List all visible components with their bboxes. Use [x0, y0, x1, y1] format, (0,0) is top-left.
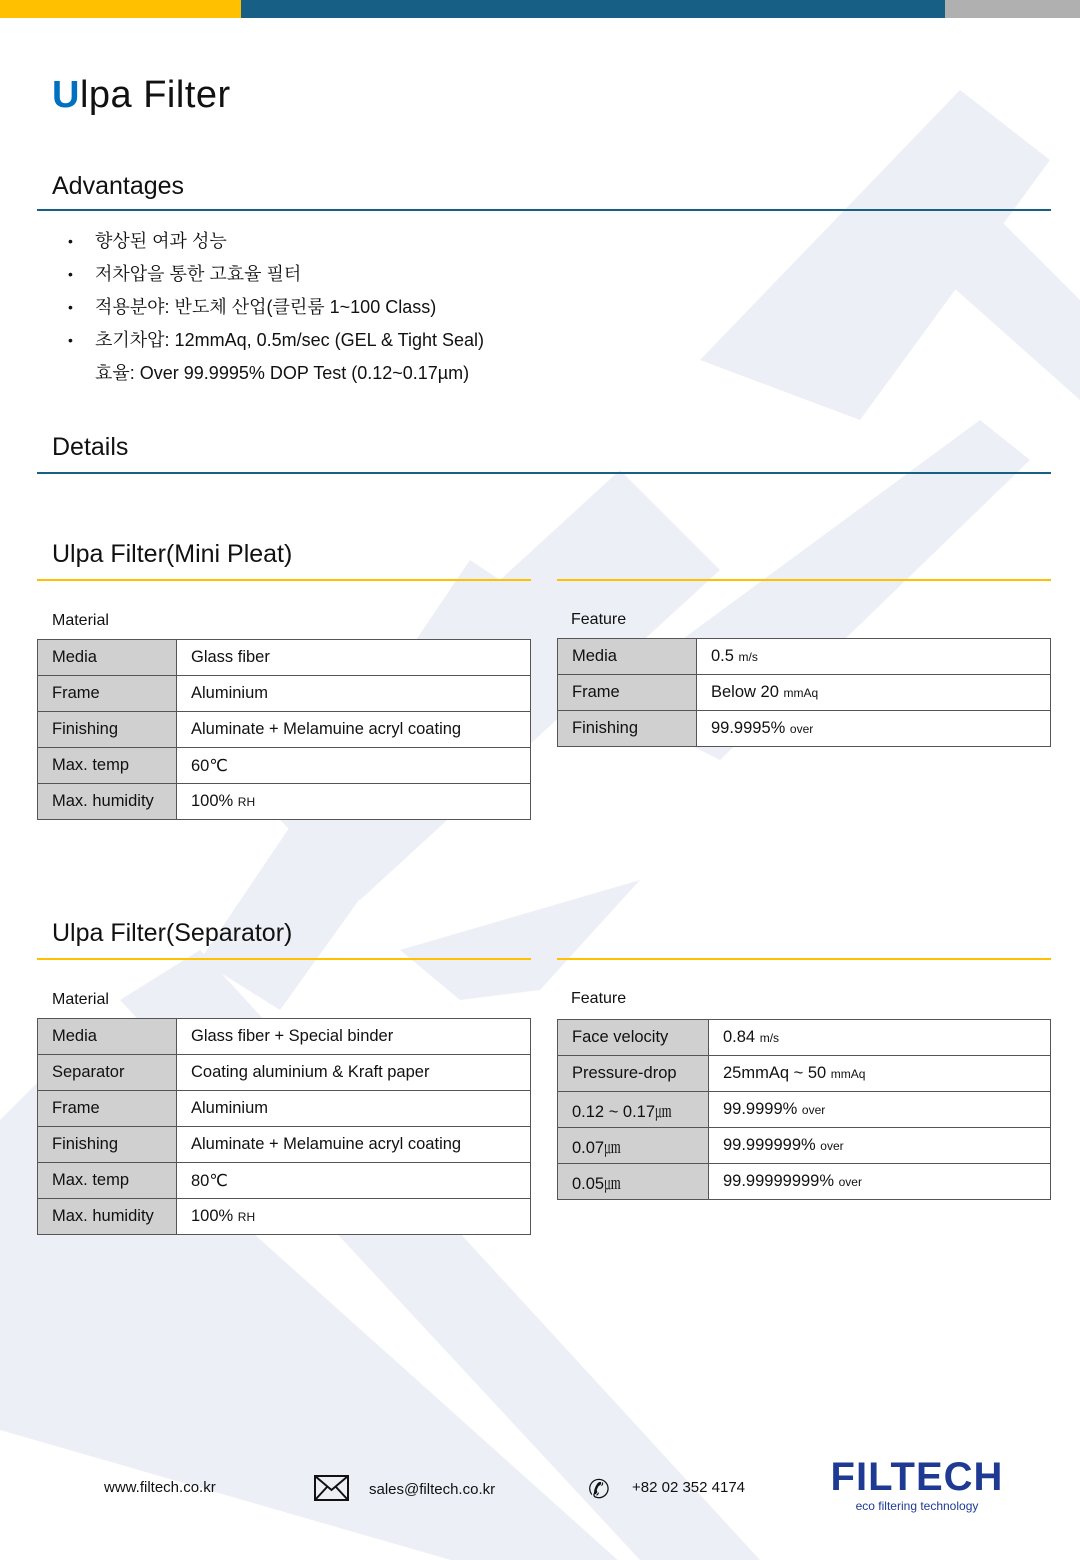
material-caption: Material [52, 991, 109, 1008]
row-label: Pressure-drop [558, 1056, 709, 1092]
table-row [558, 1128, 1051, 1164]
filtech-logo [826, 1455, 1008, 1513]
value: 25mmAq ~ 50 [723, 1064, 827, 1082]
row-label: Media [558, 639, 697, 675]
table-row [38, 1055, 531, 1091]
value: 0.5 [711, 647, 734, 665]
row-label: Finishing [38, 1127, 177, 1163]
row-value [177, 676, 531, 712]
row-label: 0.05㎛ [558, 1164, 709, 1200]
advantages-heading: Advantages [52, 172, 185, 200]
material-caption: Material [52, 612, 109, 629]
unit: over [801, 1103, 826, 1117]
value: 100% [191, 1207, 234, 1225]
table-row [558, 639, 1051, 675]
row-value [177, 712, 531, 748]
value: Glass fiber + Special binder [191, 1027, 394, 1045]
row-label: Frame [38, 1091, 177, 1127]
mini-material-table [37, 639, 531, 820]
page-title: Ulpa Filter [52, 74, 231, 116]
details-heading: Details [52, 433, 129, 461]
unit: mmAq [783, 686, 819, 700]
row-value [177, 1199, 531, 1235]
value: Aluminate + Melamuine acryl coating [191, 720, 462, 738]
row-value [709, 1164, 1051, 1200]
row-value [697, 711, 1051, 747]
unit: m/s [759, 1031, 780, 1045]
table-row [38, 748, 531, 784]
value: 100% [191, 792, 234, 810]
table-row [558, 1092, 1051, 1128]
row-label: Max. humidity [38, 784, 177, 820]
table-row [38, 640, 531, 676]
value: 80℃ [191, 1171, 228, 1190]
table-row [558, 1056, 1051, 1092]
list-item: • 저차압을 통한 고효율 필터 [68, 258, 484, 291]
table-row [558, 675, 1051, 711]
row-label: Finishing [38, 712, 177, 748]
divider [37, 472, 1051, 474]
row-label: Separator [38, 1055, 177, 1091]
table-row [558, 1020, 1051, 1056]
row-label: Finishing [558, 711, 697, 747]
row-value [177, 1091, 531, 1127]
row-label: Max. temp [38, 1163, 177, 1199]
table-row [38, 1199, 531, 1235]
value: Aluminium [191, 684, 269, 702]
phone-icon: ✆ [588, 1474, 610, 1504]
table-row [558, 1164, 1051, 1200]
row-value [177, 1055, 531, 1091]
unit: mmAq [830, 1067, 866, 1081]
email-link[interactable]: sales@filtech.co.kr [369, 1481, 496, 1498]
value: Aluminium [191, 1099, 269, 1117]
list-item: 효율: Over 99.9995% DOP Test (0.12~0.17µm) [95, 363, 470, 383]
logo-wordmark: FILTECH [830, 1455, 1004, 1499]
row-label: 0.12 ~ 0.17㎛ [558, 1092, 709, 1128]
value: Aluminate + Melamuine acryl coating [191, 1135, 462, 1153]
advantages-list [68, 225, 484, 390]
row-label: Face velocity [558, 1020, 709, 1056]
value: 60℃ [191, 756, 228, 775]
row-label: Frame [38, 676, 177, 712]
mail-icon [314, 1475, 349, 1501]
row-value [177, 748, 531, 784]
table-row [38, 676, 531, 712]
unit: over [789, 722, 814, 736]
row-value [177, 640, 531, 676]
separator-material-table [37, 1018, 531, 1235]
row-value [709, 1128, 1051, 1164]
row-value [697, 675, 1051, 711]
row-value [709, 1056, 1051, 1092]
separator-feature-table [557, 1019, 1051, 1200]
divider [37, 579, 531, 581]
logo-tagline: eco filtering technology [855, 1499, 979, 1513]
unit: RH [237, 1210, 256, 1224]
table-row [558, 711, 1051, 747]
row-value [697, 639, 1051, 675]
row-label: Frame [558, 675, 697, 711]
table-row [38, 1163, 531, 1199]
row-label: Media [38, 1019, 177, 1055]
row-value [177, 1127, 531, 1163]
row-label: Media [38, 640, 177, 676]
list-item: • 향상된 여과 성능 [68, 225, 484, 258]
table-row [38, 712, 531, 748]
table-row [38, 1127, 531, 1163]
list-item: • 적용분야: 반도체 산업(클린룸 1~100 Class) [68, 291, 484, 324]
list-item: • 초기차압: 12mmAq, 0.5m/sec (GEL & Tight Seal) [68, 324, 484, 357]
row-value [177, 784, 531, 820]
row-value [177, 1163, 531, 1199]
value: 99.99999999% [723, 1172, 835, 1190]
unit: over [820, 1139, 844, 1153]
row-label: Max. humidity [38, 1199, 177, 1235]
feature-caption: Feature [571, 611, 627, 628]
feature-caption: Feature [571, 990, 627, 1007]
value: Coating aluminium & Kraft paper [191, 1063, 430, 1081]
value: 99.999999% [723, 1136, 816, 1154]
website-link[interactable]: www.filtech.co.kr [104, 1479, 216, 1496]
value: 99.9999% [723, 1100, 798, 1118]
unit: RH [237, 795, 256, 809]
value: Below 20 [711, 683, 779, 701]
value: 99.9995% [711, 719, 786, 737]
unit: over [838, 1175, 862, 1189]
divider [557, 958, 1051, 960]
table-row [38, 784, 531, 820]
row-value [177, 1019, 531, 1055]
unit: m/s [738, 650, 758, 664]
row-value [709, 1092, 1051, 1128]
row-label: Max. temp [38, 748, 177, 784]
divider [37, 209, 1051, 211]
table-row [38, 1091, 531, 1127]
separator-heading: Ulpa Filter(Separator) [52, 919, 293, 947]
value: 0.84 [723, 1028, 756, 1046]
row-label: 0.07㎛ [558, 1128, 709, 1164]
divider [557, 579, 1051, 581]
value: Glass fiber [191, 648, 270, 666]
phone-number: +82 02 352 4174 [632, 1479, 746, 1496]
row-value [709, 1020, 1051, 1056]
mini-feature-table [557, 638, 1051, 747]
table-row [38, 1019, 531, 1055]
divider [37, 958, 531, 960]
mini-pleat-heading: Ulpa Filter(Mini Pleat) [52, 540, 293, 568]
